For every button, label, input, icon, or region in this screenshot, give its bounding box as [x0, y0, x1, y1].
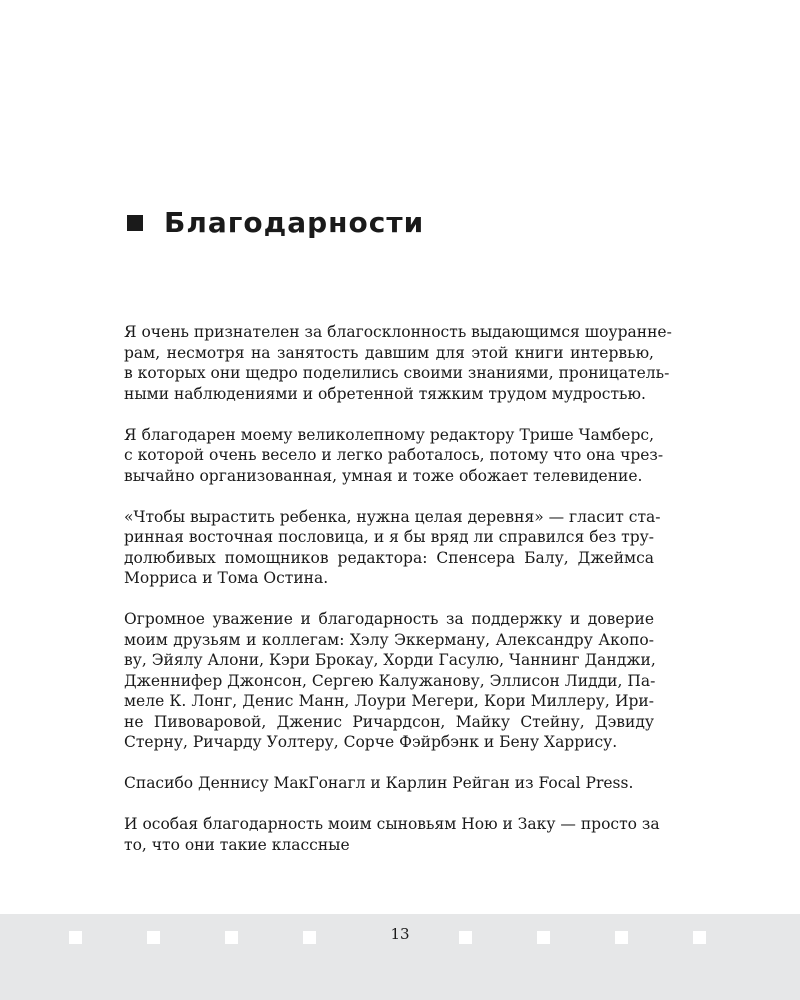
text-line: Стерну, Ричарду Уолтеру, Сорче Фэйрбэнк и Бену Харрису. [124, 733, 618, 751]
paragraph [124, 773, 654, 794]
paragraph [124, 322, 672, 404]
text-line: в которых они щедро поделились своими знаниями, проницатель- [124, 364, 670, 382]
paragraph [124, 425, 664, 487]
page-number: 13 [390, 925, 410, 943]
footer-square-decoration [693, 931, 706, 944]
text-line: то, что они такие классные [124, 835, 350, 854]
text-line: вычайно организованная, умная и тоже обожает телевидение. [124, 466, 643, 485]
text-line: ринная восточная пословица, и я бы вряд ли справился без тру- [124, 528, 654, 546]
text-line: «Чтобы вырастить ребенка, нужна целая деревня» — гласит ста- [124, 507, 661, 526]
paragraph [124, 814, 660, 855]
text-line: Морриса и Тома Остина. [124, 569, 329, 587]
text-line: Я благодарен моему великолепному редактору Трише Чамберс, [124, 425, 654, 444]
chapter-title: Благодарности [164, 206, 425, 239]
text-line: Я очень признателен за благосклонность выдающимся шоураннe- [124, 323, 672, 341]
text-line: меле К. Лонг, Денис Манн, Лоури Мегери, Кори Миллеру, Ири- [124, 692, 654, 710]
footer-square-decoration [615, 931, 628, 944]
acknowledgements-body [124, 322, 672, 876]
heading-square-marker [127, 215, 143, 231]
text-line: ву, Эйялу Алони, Кэри Брокау, Хорди Гасулю, Чаннинг Данджи, [124, 651, 656, 669]
text-line: ными наблюдениями и обретенной тяжким трудом мудростью. [124, 384, 646, 403]
text-line: Огромное уважение и благодарность за поддержку и доверие [124, 610, 654, 628]
text-line: Спасибо Деннису МакГонагл и Карлин Рейган из Focal Press. [124, 774, 634, 792]
text-line: моим друзьям и коллегам: Хэлу Эккерману, Александру Акопо- [124, 630, 654, 649]
text-line: рам, несмотря на занятость давшим для этой книги интервью, [124, 343, 654, 362]
footer-square-decoration [459, 931, 472, 944]
chapter-heading [127, 206, 424, 239]
paragraph [124, 609, 654, 753]
paragraph [124, 507, 661, 589]
text-line: с которой очень весело и легко работалось, потому что она чрез- [124, 446, 664, 464]
page-footer [0, 914, 800, 1000]
text-line: не Пивоваровой, Дженис Ричардсон, Майку Стейну, Дэвиду [124, 712, 654, 731]
footer-square-decoration [537, 931, 550, 944]
text-line: долюбивых помощников редактора: Спенсера Балу, Джеймса [124, 548, 654, 567]
text-line: Дженнифер Джонсон, Сергею Калужанову, Эллисон Лидди, Па- [124, 671, 656, 690]
text-line: И особая благодарность моим сыновьям Ною и Заку — просто за [124, 815, 660, 833]
